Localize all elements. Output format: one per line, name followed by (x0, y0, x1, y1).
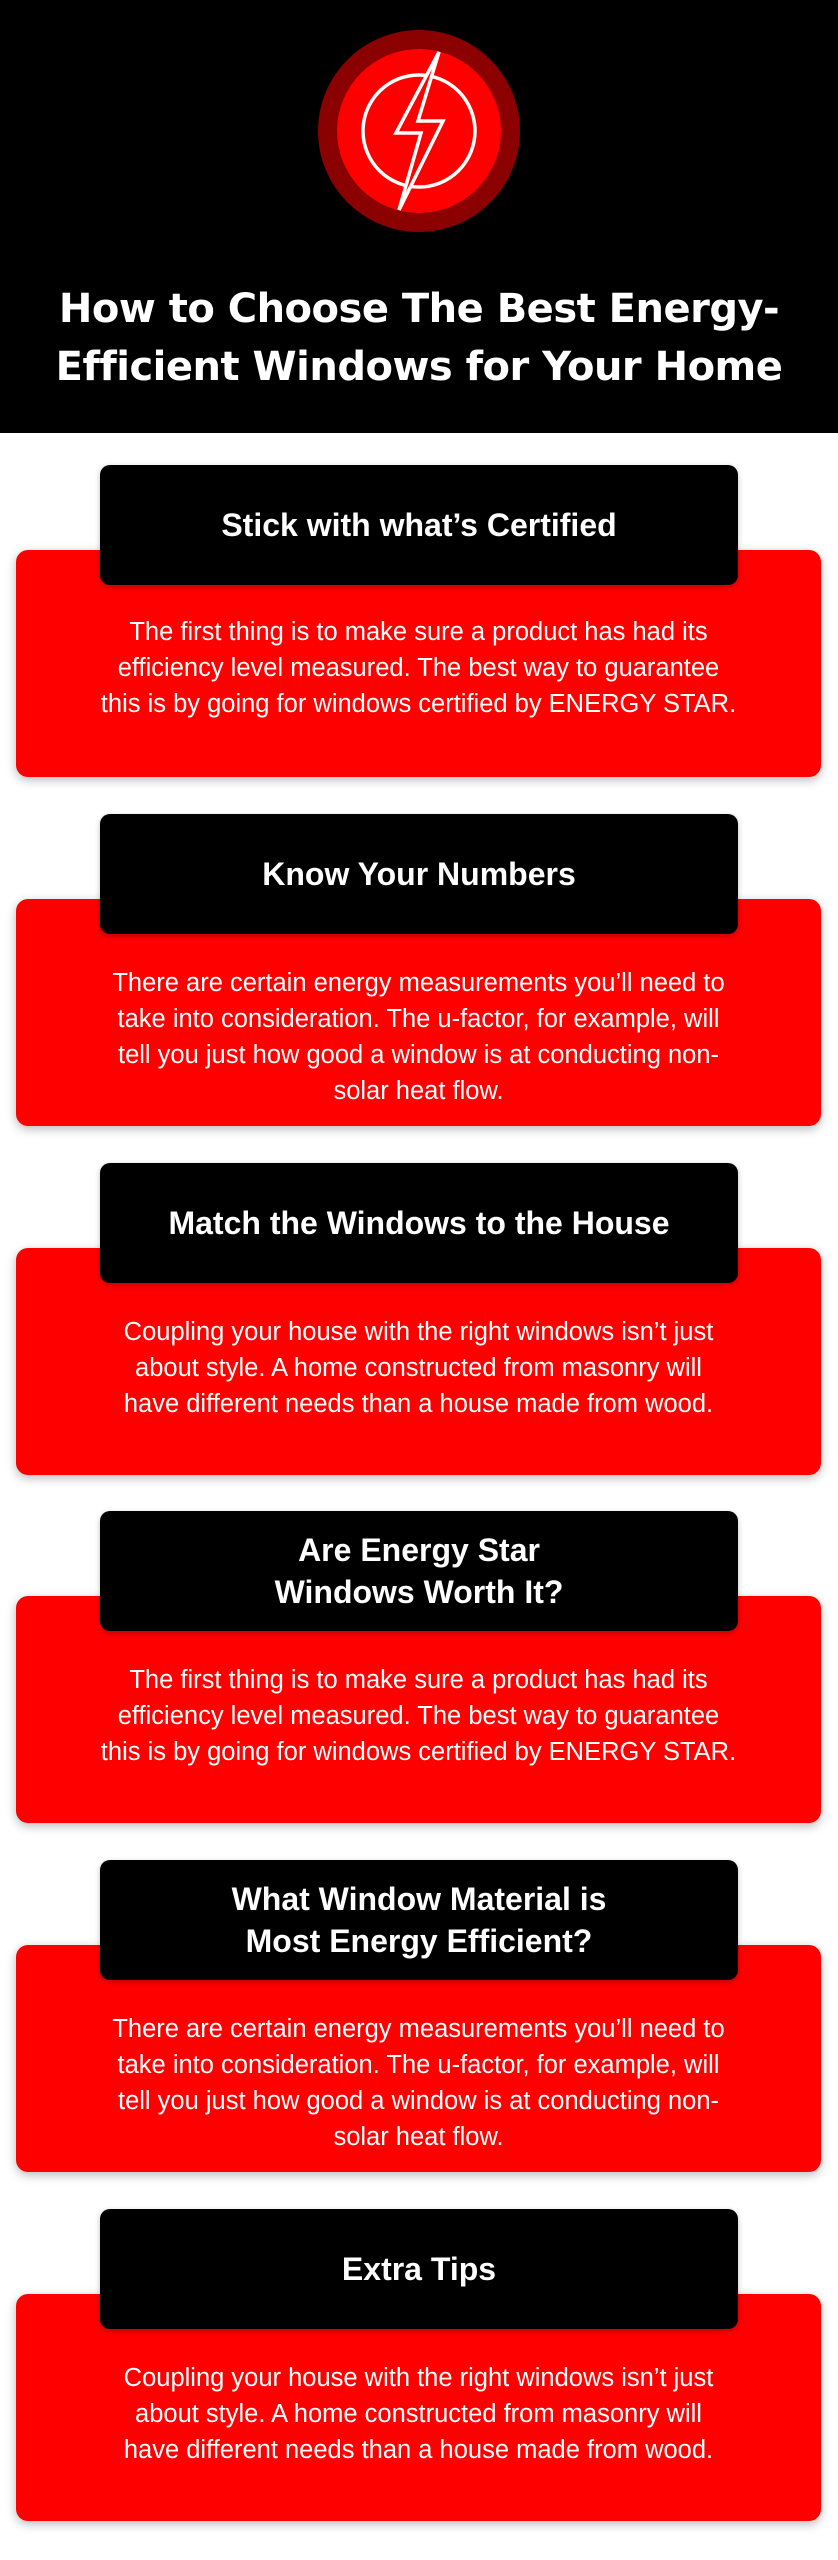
section-body-line: tell you just how good a window is at conducting non- (117, 2087, 720, 2115)
section-heading-line: Match the Windows to the House (168, 1205, 670, 1241)
section-body-line: efficiency level measured. The best way to guarantee (117, 654, 720, 682)
section-heading (168, 1202, 669, 1244)
section-body (56, 1314, 781, 1422)
section-body-line: Coupling your house with the right windows isn’t just (123, 1318, 714, 1346)
section-body (56, 1662, 781, 1770)
section-heading (342, 2248, 496, 2290)
section-heading (221, 504, 616, 546)
section-body-line: There are certain energy measurements you’ll need to (112, 2015, 725, 2043)
section-match-windows (0, 1163, 838, 1478)
section-body-line: about style. A home constructed from masonry will (135, 1354, 702, 1382)
section-body (56, 2360, 781, 2468)
section-body-line: about style. A home constructed from masonry will (135, 2400, 702, 2428)
section-heading-box (100, 2209, 738, 2329)
section-window-material (0, 1860, 838, 2175)
section-body-line: this is by going for windows certified by ENERGY STAR. (100, 690, 737, 718)
section-body-line: solar heat flow. (333, 1077, 504, 1105)
section-body-line: Coupling your house with the right windows isn’t just (123, 2364, 714, 2392)
section-heading-line: Most Energy Efficient? (245, 1923, 593, 1959)
section-heading (262, 853, 576, 895)
section-certified (0, 465, 838, 780)
section-heading-line: Windows Worth It? (274, 1574, 564, 1610)
section-heading-box (100, 1163, 738, 1283)
section-body (56, 614, 781, 722)
section-body-line: solar heat flow. (333, 2123, 504, 2151)
section-body-line: The first thing is to make sure a product has had its (129, 618, 708, 646)
section-heading-box (100, 814, 738, 934)
section-body (56, 2011, 781, 2155)
section-heading (232, 1878, 607, 1962)
section-body-line: tell you just how good a window is at conducting non- (117, 1041, 720, 1069)
section-body-line: this is by going for windows certified by ENERGY STAR. (100, 1738, 737, 1766)
section-body-line: There are certain energy measurements you’ll need to (112, 969, 725, 997)
section-heading-line: Are Energy Star (298, 1532, 540, 1568)
section-body-line: have different needs than a house made from wood. (123, 1390, 714, 1418)
section-heading-line: Know Your Numbers (262, 856, 576, 892)
section-know-numbers (0, 814, 838, 1129)
section-heading-box (100, 465, 738, 585)
section-body-line: efficiency level measured. The best way to guarantee (117, 1702, 720, 1730)
lightning-bolt-icon (317, 29, 521, 233)
section-heading-line: What Window Material is (231, 1881, 607, 1917)
page-title-line-1: How to Choose The Best Energy- (58, 286, 780, 332)
section-heading-line: Extra Tips (341, 2251, 497, 2287)
section-energy-star-worth (0, 1511, 838, 1826)
page-title (0, 280, 838, 396)
section-body-line: take into consideration. The u-factor, for example, will (117, 1005, 720, 1033)
section-heading (275, 1529, 564, 1613)
section-heading-line: Stick with what’s Certified (221, 507, 617, 543)
section-body (56, 965, 781, 1109)
section-extra-tips (0, 2209, 838, 2524)
section-body-line: take into consideration. The u-factor, for example, will (117, 2051, 720, 2079)
page-title-line-2: Efficient Windows for Your Home (55, 344, 783, 390)
header-banner (0, 0, 838, 433)
section-body-line: have different needs than a house made from wood. (123, 2436, 714, 2464)
section-body-line: The first thing is to make sure a product has had its (129, 1666, 708, 1694)
section-heading-box (100, 1860, 738, 1980)
section-heading-box (100, 1511, 738, 1631)
